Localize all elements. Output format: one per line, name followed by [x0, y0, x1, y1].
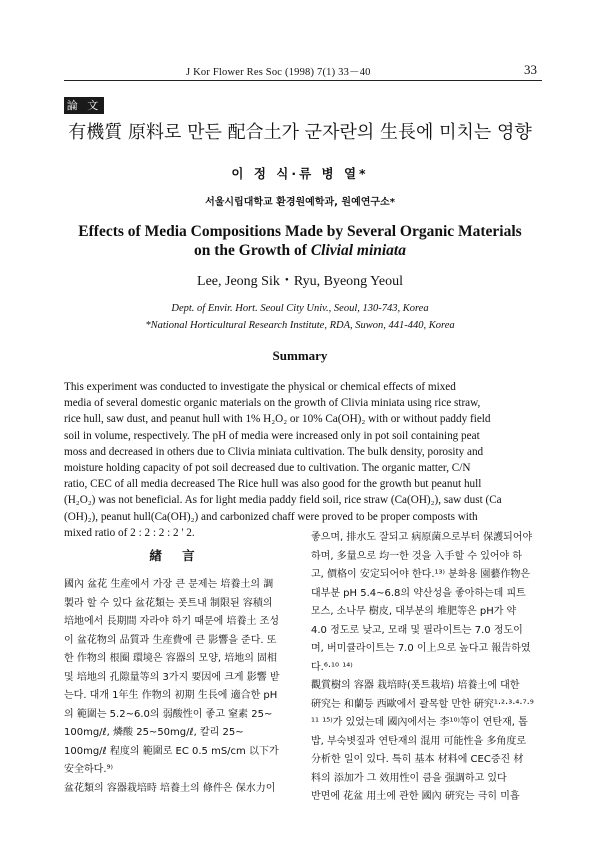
body-line: 밥, 부숙볏짚과 연탄재의 混用 可能性을 多角度로 [311, 735, 526, 747]
body-line: 한 作物의 根圈 環境은 容器의 모양, 培地의 固相 [64, 653, 278, 664]
english-authors: Lee, Jeong Sik・Ryu, Byeong Yeoul [197, 274, 403, 289]
journal-citation: J Kor Flower Res Soc (1998) 7(1) 33－40 [186, 67, 371, 78]
body-line: 고, 價格이 安定되어야 한다.¹³⁾ 분화용 園藝作物은 [311, 569, 530, 580]
body-line: 의 範圍는 5.2~6.0의 弱酸性이 좋고 窒素 25~ [64, 708, 273, 720]
summary-line: (H₂O₂) was not beneficial. As for light media paddy field soil, rice straw (Ca(OH)₂), saw dust (Ca [64, 494, 502, 507]
body-line: 4.0 정도로 낮고, 모래 및 필라이트는 7.0 정도이 [311, 624, 523, 636]
body-column-right [311, 529, 543, 807]
summary-line: moss and decreased in others due to Clivia miniata cultivation. The bulk density, porosity and [64, 445, 484, 458]
english-title [0, 222, 600, 260]
body-line: 대부분 pH 5.4~6.8의 약산성을 좋아하는데 피트 [311, 587, 526, 599]
header-rule [64, 80, 542, 81]
body-line: 이 盆花物의 品質과 生産費에 큰 影響을 준다. 또 [64, 634, 277, 646]
english-affiliation-1: Dept. of Envir. Hort. Seoul City Univ., Seoul, 130-743, Korea [171, 303, 429, 314]
page-number: 33 [524, 62, 537, 77]
body-line: 는다. 대개 1年生 作物의 初期 生長에 適合한 pH [64, 690, 278, 701]
summary-line: soil in volume, respectively. The pH of media were increased only in pot soil containing peat [64, 429, 480, 442]
body-line: 分析한 일이 있다. 특히 基本 材料에 CEC증진 材 [311, 754, 524, 765]
body-line: 安全하다.⁹⁾ [64, 764, 113, 775]
summary-line: media of several domestic organic materials on the growth of Clivia miniata using rice straw, [64, 397, 481, 410]
korean-authors: 이 정 식·류 병 열* [231, 166, 369, 181]
korean-affiliation: 서울시립대학교 환경원예학과, 원예연구소* [205, 197, 395, 208]
body-column-left [64, 576, 288, 798]
body-line: 培地에서 長期間 자라야 하기 때문에 培養土 조성 [64, 616, 279, 627]
english-affiliation-2: *National Horticultural Research Institute, RDA, Suwon, 441-440, Korea [145, 320, 455, 331]
summary-line: mixed ratio of 2 : 2 : 2 : 2 ' 2. [64, 526, 195, 539]
english-title-prefix: on the Growth of [194, 242, 311, 259]
body-line: 100mg/ℓ, 燐酸 25~50mg/ℓ, 칼리 25~ [64, 727, 244, 738]
body-line: 硏究는 和蘭등 西歐에서 괄목할 만한 硏究¹·²·³·⁴·⁷·⁹ [311, 698, 534, 710]
summary-line: This experiment was conducted to investigate the physical or chemical effects of mixed [64, 381, 456, 393]
article-type-badge: 論 文 [64, 97, 104, 114]
summary-heading: Summary [272, 348, 328, 363]
summary-line: (OH)₂), peanut hull(Ca(OH)₂) and carbonized chaff were proved to be proper composts with [64, 510, 478, 523]
korean-title: 有機質 原料로 만든 配合土가 군자란의 生長에 미치는 영향 [68, 122, 532, 143]
body-line: 며, 버미큘라이트는 7.0 이上으로 높다고 報告하였 [311, 643, 531, 654]
body-line: 다.⁶·¹⁰ ¹⁴⁾ [311, 661, 353, 673]
body-line: 觀賞樹의 容器 栽培時(폿트栽培) 培養土에 대한 [311, 680, 520, 691]
body-line: 하며, 多量으로 均一한 것을 入手할 수 있어야 하 [311, 550, 523, 562]
summary-text [64, 379, 542, 541]
body-line: 100mg/ℓ 程度의 範圍로 EC 0.5 mS/cm 以下가 [64, 745, 279, 757]
body-line: 모스, 소나무 樹皮, 대부분의 堆肥等은 pH가 약 [311, 606, 517, 617]
english-title-line2 [0, 241, 600, 260]
body-line: ¹¹ ¹⁵⁾가 있었는데 國內에서는 李¹⁰⁾等이 연탄재, 톱 [311, 717, 528, 728]
body-line: 반면에 花盆 用土에 관한 國內 硏究는 극히 미흡 [311, 791, 520, 802]
body-line: 및 培地의 孔隙量等의 3가지 要因에 크게 影響 받 [64, 671, 280, 683]
body-line: 國內 盆花 生産에서 가장 큰 문제는 培養土의 調 [64, 579, 274, 590]
species-name: Clivial miniata [310, 242, 406, 259]
introduction-heading: 緖 言 [149, 548, 203, 563]
body-line: 盆花類의 容器栽培時 培養土의 條件은 保水力이 [64, 782, 276, 794]
english-title-line1: Effects of Media Compositions Made by Several Organic Materials [78, 223, 522, 240]
summary-line: rice hull, saw dust, and peanut hull with 1% H₂O₂ or 10% Ca(OH)₂ with or without paddy field [64, 413, 491, 426]
summary-line: ratio, CEC of all media decreased The Rice hull was also good for the growth but peanut hull [64, 478, 482, 491]
body-line: 料의 添加가 그 效用性이 큼을 强調하고 있다 [311, 772, 507, 784]
summary-line: moisture holding capacity of pot soil decreased due to cultivation. The organic matter, C/N [64, 462, 471, 475]
body-line: 製라 할 수 있다 盆花類는 폿트내 制限된 容積의 [64, 597, 273, 609]
body-line: 좋으며, 排水도 잘되고 病原菌으로부터 保護되어야 [311, 532, 533, 543]
